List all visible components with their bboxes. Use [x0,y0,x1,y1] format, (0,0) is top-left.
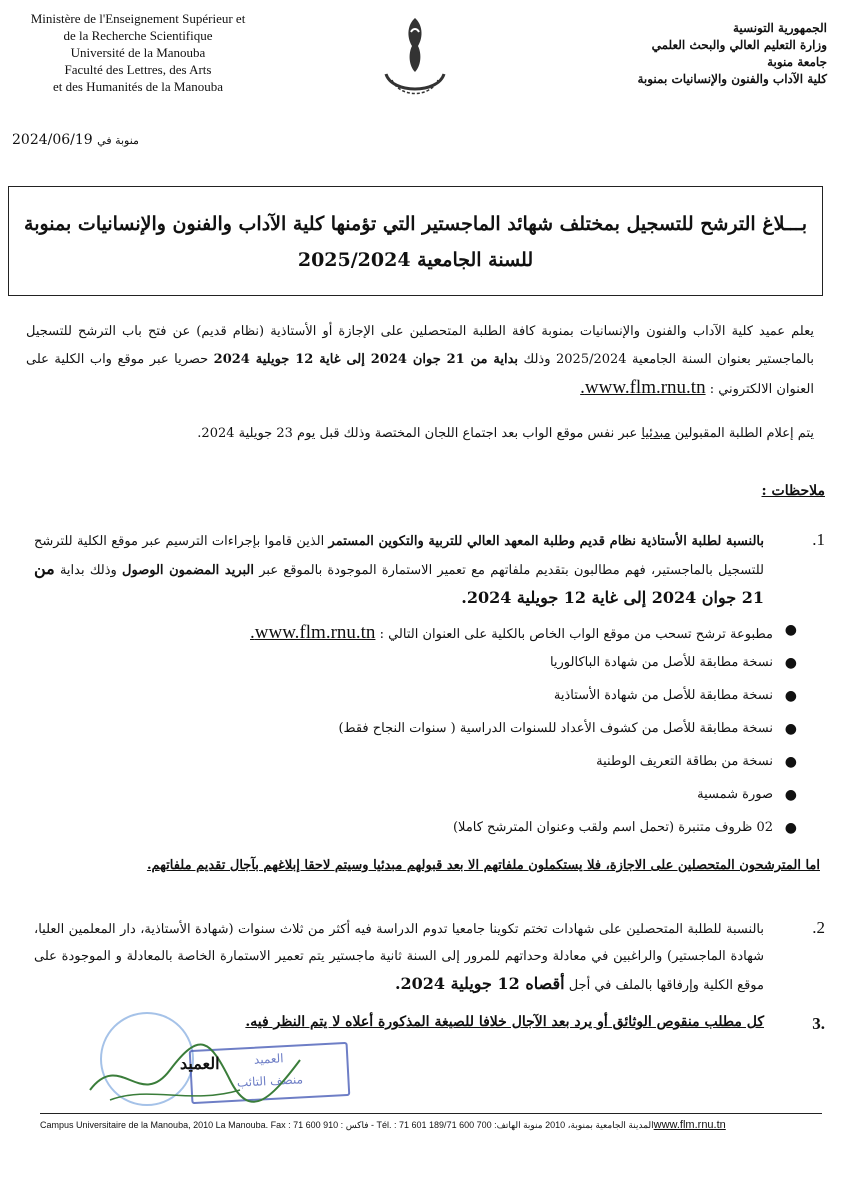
page-title [8,206,823,278]
document-text: مطبوعة ترشح تسحب من موقع الواب الخاص بالكلية على العنوان التالي : [379,627,773,642]
document-date [12,132,139,148]
header-fr-line4: Faculté des Lettres, des Arts [64,62,212,77]
item3-paragraph: كل مطلب منقوص الوثائق أو يرد بعد الآجال خلافا للصيغة المذكورة أعلاه لا يتم النظر فيه. [245,1014,764,1030]
document-text: صورة شمسية [697,787,773,802]
footer [40,1119,822,1131]
item1-text1: الذين قاموا بإجراءات الترسيم عبر موقع الكلية للترشح للتسجيل بالماجستير، فهم مطالبون بتقديم ملفاتهم مع تعمير الاستمارة الموجودة بالموقع عبر [34,534,764,578]
bullet-icon: ● [784,622,797,638]
item1-text2: وذلك بداية [54,563,123,578]
notes-heading: ملاحظات : [761,483,825,499]
list-item [197,622,797,655]
header-fr-line1: Ministère de l'Enseignement Supérieur et [30,11,246,26]
title-line1: بـــلاغ الترشح للتسجيل بمختلف شهائد الماجستير التي تؤمنها كلية الآداب والفنون والإنسانيات بمنوبة [24,213,807,235]
intro-text-c: حصريا عبر موقع واب الكلية على العنوان الالكتروني : [26,352,814,397]
dean-title: العميد [180,1054,220,1073]
header-fr-line2: de la Recherche Scientifique [63,28,213,43]
intro-text-a: يعلم عميد كلية الآداب والفنون والإنسانيات بمنوبة كافة الطلبة المتحصلين على الإجازة أو الأستاذية (نظام قديم) عن فتح باب الترشح للتسجيل بالماجستير بعنوان السنة الجامعية 2025/2024 وذلك [26,324,815,367]
licence-holders-warning: اما المترشحون المتحصلين على الاجازة، فلا يستكملون ملفاتهم الا بعد قبولهم مبدئيا وسيتم لاحقا إبلاغهم بآجال تقديم ملفاتهم. [146,858,820,873]
bullet-icon: ● [784,688,797,704]
header-ar-line2: وزارة التعليم العالي والبحث العلمي [651,38,827,52]
bullet-icon: ● [784,721,797,737]
item1-bold1: بالنسبة لطلبة الأستاذية نظام قديم وطلبة المعهد العالي للتربية والتكوين المستمر [328,534,764,549]
intro-website-link[interactable]: www.flm.rnu.tn. [580,377,706,398]
notice-text-c: عبر نفس موقع الواب بعد اجتماع اللجان المختصة وذلك قبل يوم 23 جويلية 2024. [197,426,642,441]
signature-icon [80,1030,310,1120]
item1-paragraph [34,528,764,613]
header-fr-line5: et des Humanités de la Manouba [52,79,224,94]
list-item [197,721,797,754]
header-ar-line3: جامعة منوبة [767,55,827,69]
item2-number: .2 [812,918,825,937]
bullet-icon: ● [784,820,797,836]
stamp-line1: العميد [253,1051,284,1067]
notice-text-a: يتم إعلام الطلبة المقبولين [670,426,814,441]
list-item [197,754,797,787]
date-prefix: منوبة في [97,134,139,147]
required-documents-list [197,622,797,853]
header-fr-line3: Université de la Manouba [70,45,206,60]
header-ar-line1: الجمهورية التونسية [732,21,827,35]
item3-number: 3. [812,1014,825,1033]
intro-dates: بداية من 21 جوان 2024 إلى غاية 12 جويلية 2024 [213,352,519,367]
date-value: 2024/06/19 [12,132,93,148]
list-item [197,688,797,721]
faculty-logo-icon [378,14,452,104]
list-item [197,787,797,820]
item1-number: .1 [812,530,825,549]
footer-website-link[interactable]: www.flm.rnu.tn [653,1119,726,1131]
title-line2: للسنة الجامعية 2025/2024 [297,249,534,271]
document-website-link[interactable]: www.flm.rnu.tn. [250,622,376,643]
item2-deadline: أقصاه 12 جويلية 2024. [394,974,565,993]
document-text: نسخة مطابقة للأصل من شهادة الأستاذية [553,688,773,703]
header-ar [587,20,827,88]
bullet-icon: ● [784,787,797,803]
bullet-icon: ● [784,754,797,770]
header-fr [18,10,258,95]
intro-paragraph [26,318,814,404]
item1-bold3: من 21 جوان 2024 إلى غاية 12 جويلية 2024. [34,559,764,607]
notice-paragraph [26,420,814,448]
header-ar-line4: كلية الآداب والفنون والإنسانيات بمنوبة [637,72,827,86]
item2-text: بالنسبة للطلبة المتحصلين على شهادات تختم تكوينا جامعيا تدوم الدراسة فيه أكثر من ثلاث سنوات (شهادة الأستاذية، دار المعلمين العليا، شهادة الماجستير) والراغبين في معادلة وحداتهم للمرور إلى السنة ثانية ماجستير يتم تعمير الاستمارة الخاصة بالمعادلة و الموجودة على موقع الكلية وإرفاقها بالملف في أجل [34,922,764,993]
footer-divider [40,1113,822,1114]
document-text: نسخة مطابقة للأصل من كشوف الأعداد للسنوات الدراسية ( سنوات النجاح فقط) [338,721,773,736]
bullet-icon: ● [784,655,797,671]
item1-bold2: البريد المضمون الوصول [122,563,254,578]
item2-paragraph [34,916,764,999]
document-text: نسخة من بطاقة التعريف الوطنية [596,754,773,769]
footer-address: Campus Universitaire de la Manouba, 2010 La Manouba. Fax : 71 600 910 : فاكس - Tél. : 71 601 189/71 600 700 :المدينة الجامعية بمنوبة، 2010 منوبة الهاتف [40,1120,654,1130]
list-item [197,655,797,688]
document-text: 02 ظروف متنبرة (تحمل اسم ولقب وعنوان المترشح كاملا) [452,820,773,835]
stamp-line2: منصف التائب [236,1072,304,1090]
list-item [197,820,797,853]
notice-provisional: مبدئيا [641,426,671,441]
document-text: نسخة مطابقة للأصل من شهادة الباكالوريا [549,655,773,670]
